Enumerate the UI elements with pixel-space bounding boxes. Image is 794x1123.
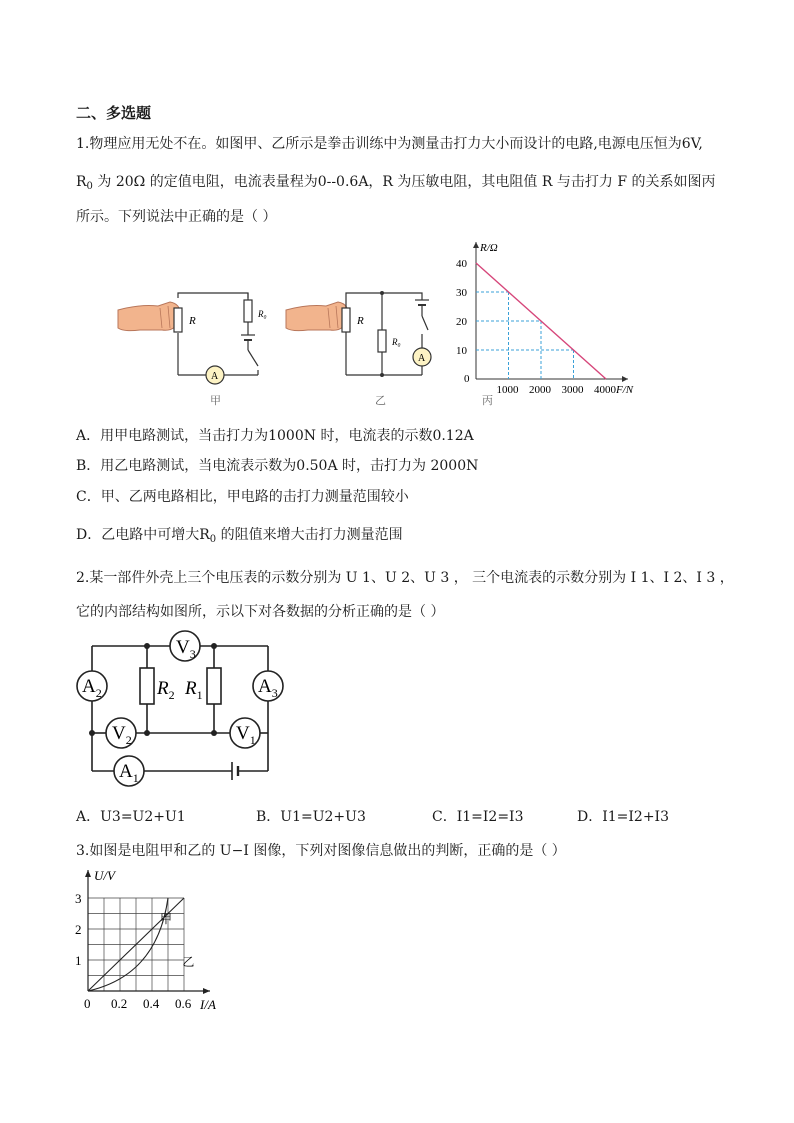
junction-dot <box>380 291 384 295</box>
junction-dot <box>211 643 217 649</box>
q1-line3: 所示。下列说法中正确的是（ ） <box>76 209 277 225</box>
section-title: 二、多选题 <box>76 104 152 122</box>
q1-line2 <box>76 173 715 196</box>
r0-label-jia: R₀ <box>258 309 267 319</box>
y-axis-label: U/V <box>94 868 115 883</box>
y-tick-label: 2 <box>75 922 82 937</box>
q1-option-d-text: D．乙电路中可增大R <box>76 527 210 543</box>
r1-label: $R_1$ <box>185 678 203 702</box>
a3-label: $A_3$ <box>258 676 278 700</box>
q2-line1: 2.某一部件外壳上三个电压表的示数分别为 U 1、U 2、U 3 ， 三个电流表的示数分别为 I 1、I 2、I 3 ， <box>76 570 734 586</box>
q1-option-c: C．甲、乙两电路相比，甲电路的击打力测量范围较小 <box>76 489 409 505</box>
ammeter-label-jia: A <box>211 371 219 382</box>
y-axis-arrow-icon <box>473 242 479 248</box>
q2-option-a: A．U3=U2+U1 <box>76 809 186 825</box>
graph-ui <box>75 868 216 1012</box>
q1-option-a: A．用甲电路测试，当击打力为1000N 时，电流表的示数0.12A <box>76 428 474 444</box>
y-tick-label: 30 <box>456 287 467 299</box>
q2-option-d: D．I1=I2+I3 <box>577 809 669 825</box>
q1-figure <box>110 238 650 410</box>
r-label-jia: R <box>189 315 196 327</box>
q3-graph <box>70 862 240 1012</box>
x-tick-label: 4000 <box>594 384 616 396</box>
y-axis-label: R/Ω <box>480 242 498 254</box>
junction-dot <box>211 730 217 736</box>
x-axis-arrow-icon <box>622 376 628 382</box>
origin-label: 0 <box>464 373 470 385</box>
q2-line2: 它的内部结构如图所，示以下对各数据的分析正确的是（ ） <box>76 604 445 620</box>
fist-yi-icon <box>286 302 348 331</box>
r2-label: $R_2$ <box>157 678 175 702</box>
x-tick-label: 2000 <box>529 384 551 396</box>
x-axis-label: I/A <box>200 997 216 1012</box>
series-yi-label: 乙 <box>182 955 195 970</box>
r0-label-yi: R₀ <box>392 337 401 347</box>
q1-option-b: B．用乙电路测试，当电流表示数为0.50A 时，击打力为 2000N <box>76 458 479 474</box>
v3-label: $V_3$ <box>176 637 196 661</box>
v2-label: $V_2$ <box>112 723 132 747</box>
y-tick-label: 40 <box>456 258 467 270</box>
r1-resistor <box>207 668 221 704</box>
graph-bing <box>456 242 634 396</box>
q1-option-d <box>76 526 403 549</box>
y-axis-arrow-icon <box>85 870 91 877</box>
junction-dot <box>144 643 150 649</box>
series-jia-label: 甲 <box>160 911 173 926</box>
y-tick-label: 3 <box>75 891 82 906</box>
junction-dot <box>89 730 95 736</box>
r0-symbol: R <box>76 174 87 190</box>
junction-dot <box>380 373 384 377</box>
fist-jia-icon <box>118 302 180 331</box>
r-resistor-jia <box>174 308 182 332</box>
q1-option-d-text-end: 的阻值来增大击打力测量范围 <box>216 527 403 543</box>
q1-line2-text: 为 20Ω 的定值电阻，电流表量程为0--0.6A，R 为压敏电阻，其电阻值 R 与击打力 F 的关系如图丙 <box>92 174 716 190</box>
x-tick-label: 1000 <box>496 384 519 396</box>
a2-label: $A_2$ <box>82 676 102 700</box>
x-tick-label: 0.6 <box>175 996 192 1011</box>
q2-option-b: B．U1=U2+U3 <box>256 809 366 825</box>
q1-option-d-sub: 0 <box>209 534 217 545</box>
r-label-yi: R <box>357 315 364 327</box>
q2-option-c: C．I1=I2=I3 <box>432 809 524 825</box>
x-tick-label: 0.4 <box>143 996 160 1011</box>
circuit-jia <box>178 293 258 375</box>
x-tick-label: 0.2 <box>111 996 128 1011</box>
junction-dot <box>144 730 150 736</box>
a1-label: $A_1$ <box>119 761 139 785</box>
x-tick-label: 3000 <box>561 384 584 396</box>
v1-label: $V_1$ <box>236 723 256 747</box>
x-axis-arrow-icon <box>203 988 210 994</box>
r2-resistor <box>140 668 154 704</box>
q1-line1: 1.物理应用无处不在。如图甲、乙所示是拳击训练中为测量击打力大小而设计的电路,电源电压恒为6V, <box>76 136 703 152</box>
ammeter-label-yi: A <box>418 353 426 364</box>
q3-line1: 3.如图是电阻甲和乙的 U−I 图像，下列对图像信息做出的判断，正确的是（ ） <box>76 843 566 859</box>
y-tick-label: 20 <box>456 316 467 328</box>
y-tick-label: 1 <box>75 953 82 968</box>
r0-subscript: 0 <box>86 181 93 192</box>
caption-jia: 甲 <box>210 395 221 407</box>
x-axis-label: F/N <box>616 384 634 396</box>
caption-bing: 丙 <box>482 395 493 407</box>
r-resistor-yi <box>342 308 350 332</box>
caption-yi: 乙 <box>375 395 386 407</box>
origin-label: 0 <box>84 996 91 1011</box>
y-tick-label: 10 <box>456 345 467 357</box>
r0-resistor-yi <box>378 330 386 352</box>
q2-circuit <box>72 628 292 788</box>
